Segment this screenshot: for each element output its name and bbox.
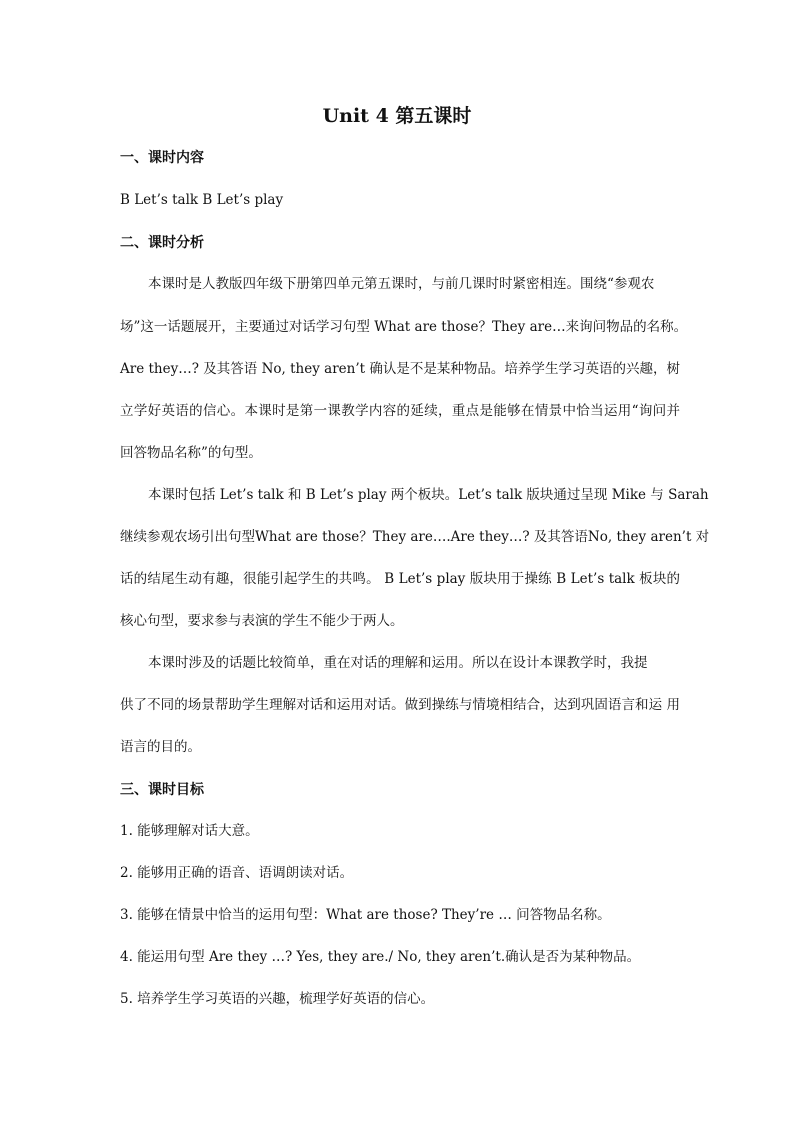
section-heading-1: 一、课时内容 <box>120 150 204 166</box>
analysis-p2-line-4: 核心句型，要求参与表演的学生不能少于两人。 <box>120 613 404 629</box>
section-heading-2: 二、课时分析 <box>120 235 204 251</box>
goal-item: 1. 能够理解对话大意。 <box>120 823 259 839</box>
analysis-p1-line-1: 本课时是人教版四年级下册第四单元第五课时，与前几课时时紧密相连。围绕“参观农 <box>148 276 655 292</box>
analysis-p1-line-3: Are they…? 及其答语 No, they aren’t 确认是不是某种物品。培养学生学习英语的兴趣，树 <box>120 361 680 377</box>
analysis-p2-line-2: 继续参观农场引出句型What are those？They are….Are they…? 及其答语No, they aren’t 对 <box>120 529 710 545</box>
analysis-p3-line-1: 本课时涉及的话题比较简单，重在对话的理解和运用。所以在设计本课教学时，我提 <box>148 655 648 671</box>
analysis-p2-line-1: 本课时包括 Let’s talk 和 B Let’s play 两个板块。Let’s talk 版块通过呈现 Mike 与 Sarah <box>148 487 709 503</box>
section-heading-3: 三、课时目标 <box>120 782 204 798</box>
analysis-p1-line-5: 回答物品名称”的句型。 <box>120 445 262 461</box>
analysis-p3-line-3: 语言的目的。 <box>120 739 201 755</box>
document-title: Unit 4 第五课时 <box>322 105 472 127</box>
goal-item: 3. 能够在情景中恰当的运用句型：What are those? They’re … 问答物品名称。 <box>120 907 611 923</box>
goal-item: 2. 能够用正确的语音、语调朗读对话。 <box>120 865 354 881</box>
analysis-p1-line-4: 立学好英语的信心。本课时是第一课教学内容的延续，重点是能够在情景中恰当运用“询问并 <box>120 403 680 419</box>
analysis-p3-line-2: 供了不同的场景帮助学生理解对话和运用对话。做到操练与情境相结合，达到巩固语言和运 用 <box>120 697 680 713</box>
analysis-p1-line-2: 场”这一话题展开，主要通过对话学习句型 What are those？They are…来询问物品的名称。 <box>120 319 688 335</box>
goal-item: 5. 培养学生学习英语的兴趣，梳理学好英语的信心。 <box>120 991 435 1007</box>
lesson-content-line: B Let’s talk B Let’s play <box>120 192 284 208</box>
analysis-p2-line-3: 话的结尾生动有趣，很能引起学生的共鸣。 B Let’s play 版块用于操练 B Let’s talk 板块的 <box>120 571 680 587</box>
goal-item: 4. 能运用句型 Are they …? Yes, they are./ No, they aren’t.确认是否为某种物品。 <box>120 949 641 965</box>
